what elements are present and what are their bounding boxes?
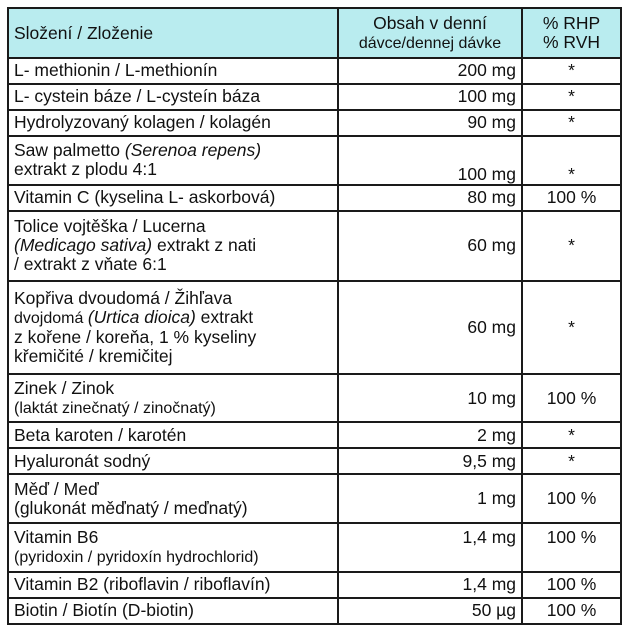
table-row: [8, 422, 621, 448]
ingredient-rhp: *: [522, 58, 621, 84]
ingredient-rhp: 100 %: [522, 474, 621, 523]
ingredient-name: L- cystein báze / L-cysteín báza: [8, 84, 338, 110]
ingredient-amount: 9,5 mg: [338, 448, 522, 474]
ingredient-amount: 60 mg: [338, 281, 522, 373]
table-row: [8, 110, 621, 136]
table-row: [8, 211, 621, 282]
ingredient-amount: 100 mg: [338, 84, 522, 110]
ingredient-name-part: / extrakt z vňate 6:1: [14, 254, 167, 275]
ingredient-rhp: *: [522, 136, 621, 185]
ingredient-name-part: (pyridoxin / pyridoxín hydrochlorid): [14, 549, 259, 567]
ingredient-rhp: *: [522, 110, 621, 136]
ingredient-name: Hydrolyzovaný kolagen / kolagén: [8, 110, 338, 136]
ingredient-rhp: *: [522, 448, 621, 474]
ingredient-amount: 1 mg: [338, 474, 522, 523]
ingredient-name-part: (laktát zinečnatý / zinočnatý): [14, 399, 216, 417]
table-row: [8, 448, 621, 474]
ingredient-amount: 10 mg: [338, 374, 522, 423]
latin-name: (Serenoa repens): [124, 140, 262, 161]
latin-name: (Urtica dioica): [87, 306, 196, 327]
table-row: [8, 474, 621, 523]
ingredient-name: [8, 281, 338, 373]
ingredient-name: [8, 136, 338, 185]
ingredient-name-part: Měď / Meď: [14, 478, 99, 499]
ingredient-rhp: 100 %: [522, 523, 621, 572]
table-row: [8, 572, 621, 598]
header-amount-line2: dávce/dennej dávke: [358, 34, 502, 52]
header-rhp: [522, 8, 621, 58]
table-row: [8, 185, 621, 211]
ingredient-rhp: *: [522, 84, 621, 110]
ingredient-amount: 60 mg: [338, 211, 522, 282]
ingredient-rhp: 100 %: [522, 572, 621, 598]
ingredient-name-part: extrakt: [195, 306, 254, 327]
ingredient-amount: 50 µg: [338, 598, 522, 624]
table-row: [8, 598, 621, 624]
ingredient-name-part: Vitamin B6: [14, 527, 99, 548]
ingredient-name: [8, 211, 338, 282]
ingredient-amount: 80 mg: [338, 185, 522, 211]
ingredient-name-part: dvojdomá: [14, 309, 88, 327]
ingredient-name: [8, 523, 338, 572]
table-row: [8, 84, 621, 110]
table-row: [8, 374, 621, 423]
header-rhp-line2: % RVH: [542, 32, 601, 52]
ingredient-rhp: *: [522, 281, 621, 373]
ingredient-name-part: z kořene / koreňa, 1 % kyseliny: [14, 326, 257, 347]
ingredient-rhp: *: [522, 422, 621, 448]
ingredient-name-part: extrakt z plodu 4:1: [14, 159, 157, 180]
table-row: [8, 136, 621, 185]
ingredient-name-part: extrakt z nati: [152, 235, 257, 256]
ingredient-amount: 2 mg: [338, 422, 522, 448]
ingredient-amount: 1,4 mg: [338, 572, 522, 598]
header-row: [8, 8, 621, 58]
ingredient-name: Vitamin C (kyselina L- askorbová): [8, 185, 338, 211]
ingredient-name: Hyaluronát sodný: [8, 448, 338, 474]
ingredient-name-part: (glukonát měďnatý / meďnatý): [14, 497, 248, 518]
ingredient-name-part: Kopřiva dvoudomá / Žihľava: [14, 287, 233, 308]
ingredient-rhp: 100 %: [522, 374, 621, 423]
table-row: [8, 281, 621, 373]
ingredient-rhp: *: [522, 211, 621, 282]
latin-name: (Medicago sativa): [14, 235, 153, 256]
ingredient-name-part: Saw palmetto: [14, 140, 125, 161]
header-rhp-line1: % RHP: [542, 13, 601, 33]
ingredient-name: Beta karoten / karotén: [8, 422, 338, 448]
header-amount-line1: Obsah v denní: [373, 12, 487, 33]
ingredient-name: L- methionin / L-methionín: [8, 58, 338, 84]
ingredient-name-part: Zinek / Zinok: [14, 377, 115, 398]
ingredient-amount: 90 mg: [338, 110, 522, 136]
ingredient-name-part: křemičité / kremičitej: [14, 345, 173, 366]
header-ingredient: Složení / Zloženie: [8, 8, 338, 58]
ingredient-name: Biotin / Biotín (D-biotin): [8, 598, 338, 624]
ingredient-amount: 200 mg: [338, 58, 522, 84]
ingredient-rhp: 100 %: [522, 185, 621, 211]
ingredient-name: Vitamin B2 (riboflavin / riboflavín): [8, 572, 338, 598]
ingredient-name-part: Tolice vojtěška / Lucerna: [14, 216, 206, 237]
ingredient-amount: 100 mg: [338, 136, 522, 185]
ingredient-amount: 1,4 mg: [338, 523, 522, 572]
table-row: [8, 58, 621, 84]
ingredient-rhp: 100 %: [522, 598, 621, 624]
table-row: [8, 523, 621, 572]
ingredient-name: [8, 474, 338, 523]
ingredient-name: [8, 374, 338, 423]
composition-table: [7, 7, 622, 625]
header-amount: [338, 8, 522, 58]
